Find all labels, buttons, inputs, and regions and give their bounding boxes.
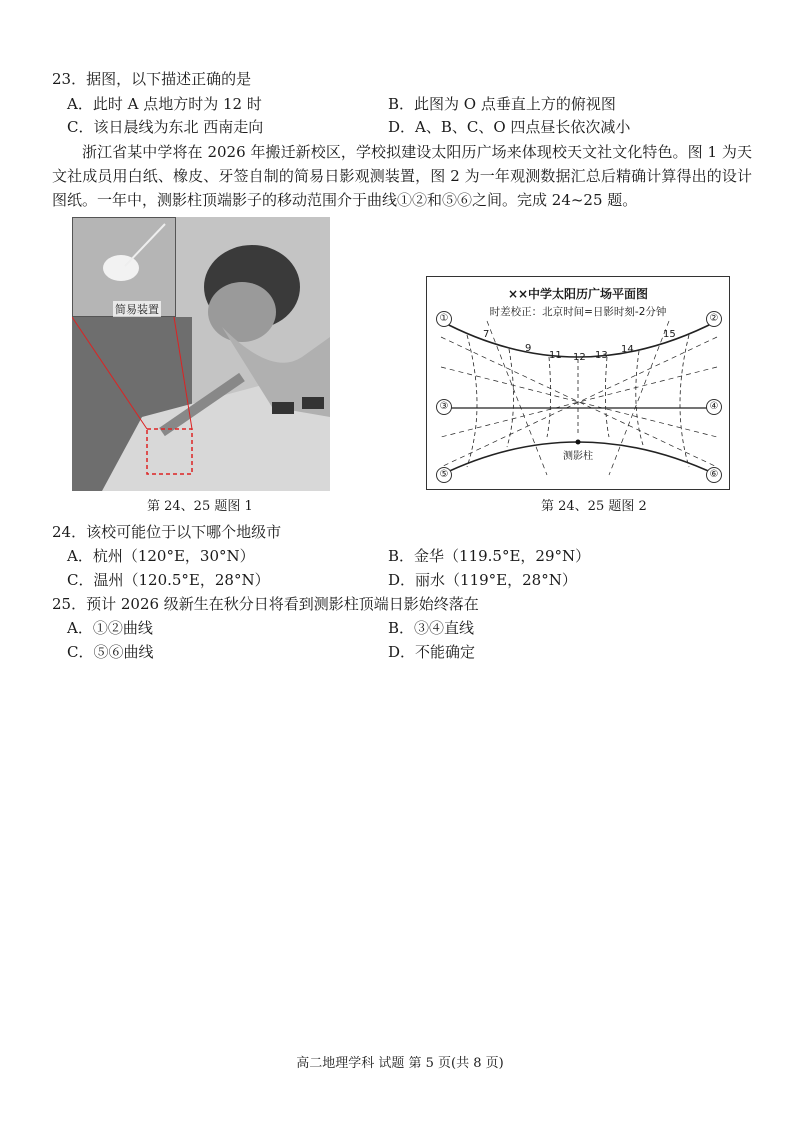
hour-label: 12 — [573, 352, 586, 363]
point-4-label: ④ — [706, 399, 722, 415]
q24-option-c: C．温州（120.5°E，28°N） — [67, 571, 270, 589]
q23-option-a: A．此时 A 点地方时为 12 时 — [67, 95, 262, 113]
page-footer: 高二地理学科 试题 第 5 页(共 8 页) — [296, 1056, 504, 1071]
figure2-note: 时差校正：北京时间=日影时刻-2分钟 — [489, 306, 667, 318]
q24-stem: 24．该校可能位于以下哪个地级市 — [52, 523, 282, 541]
q23-option-b: B．此图为 O 点垂直上方的俯视图 — [388, 95, 616, 113]
q25-option-a: A．①②曲线 — [67, 619, 153, 637]
inset-label: 简易装置 — [115, 303, 159, 316]
point-2-label: ② — [706, 311, 722, 327]
figure2-title: ××中学太阳历广场平面图 — [507, 287, 649, 301]
q25-option-d: D．不能确定 — [388, 643, 476, 661]
passage: 浙江省某中学将在 2026 年搬迁新校区，学校拟建设太阳历广场来体现校天文社文化特色。图 1 为天文社成员用白纸、橡皮、牙签自制的简易日影观测装置，图 2 为一年观测数据汇总后精确计算得出的设计图纸。一年中，测影柱顶端影子的移动范围介于曲线①②和⑤⑥之间。完成 24~25 题。 — [52, 143, 752, 209]
figure2-caption: 第 24、25 题图 2 — [541, 499, 647, 514]
point-1-label: ① — [436, 311, 452, 327]
q23-option-d: D．A、B、C、O 四点昼长依次减小 — [388, 118, 631, 136]
q25-option-c: C．⑤⑥曲线 — [67, 643, 154, 661]
hour-label: 15 — [663, 329, 676, 340]
figure1-inset — [72, 217, 176, 317]
gnomon-label: 测影柱 — [563, 451, 593, 462]
gnomon-dot — [576, 440, 581, 445]
q24-option-d: D．丽水（119°E，28°N） — [388, 571, 577, 589]
q25-option-b: B．③④直线 — [388, 619, 475, 637]
q23-option-c: C．该日晨线为东北 西南走向 — [67, 118, 264, 136]
point-5-label: ⑤ — [436, 467, 452, 483]
q23-stem: 23．据图，以下描述正确的是 — [52, 70, 252, 88]
q25-stem: 25．预计 2026 级新生在秋分日将看到测影柱顶端日影始终落在 — [52, 595, 479, 613]
q24-option-a: A．杭州（120°E，30°N） — [67, 547, 255, 565]
hour-label: 13 — [595, 350, 608, 361]
point-3-label: ③ — [436, 399, 452, 415]
figure1-caption: 第 24、25 题图 1 — [147, 499, 253, 514]
point-6-label: ⑥ — [706, 467, 722, 483]
figure2-plan — [426, 276, 730, 490]
hour-label: 14 — [621, 344, 634, 355]
q24-option-b: B．金华（119.5°E，29°N） — [388, 547, 591, 565]
figure1-photo — [72, 217, 330, 491]
hour-label: 7 — [483, 329, 490, 340]
hour-label: 11 — [549, 350, 562, 361]
hour-label: 9 — [525, 343, 532, 354]
